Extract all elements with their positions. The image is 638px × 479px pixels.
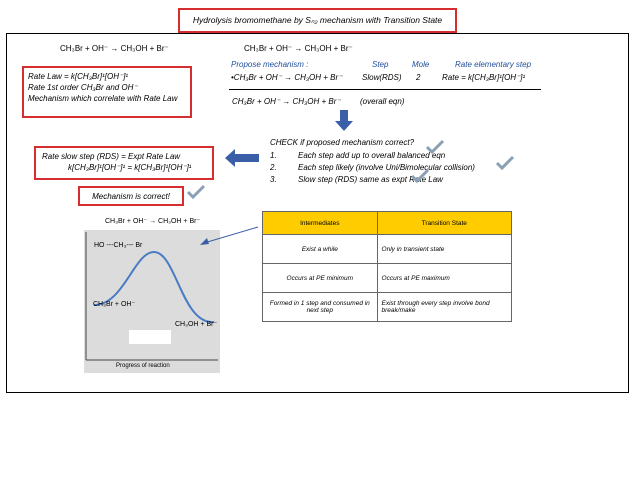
mechanism-step-type: Slow(RDS) xyxy=(362,73,402,82)
check-item: 1. Each step add up to overall balanced eqn xyxy=(270,151,446,160)
table-cell: Exist a while xyxy=(263,235,378,264)
rds-line2: k[CH₃Br]¹[OH⁻]¹ = k[CH₃Br]¹[OH⁻]¹ xyxy=(68,163,192,172)
transition-state-label: HO ---CH₃--- Br xyxy=(94,242,143,249)
conclusion-box xyxy=(78,186,184,206)
graph-xaxis-label: Progress of reaction xyxy=(116,363,170,369)
left-arrow-icon xyxy=(225,149,259,167)
checkmark-icon xyxy=(186,184,206,200)
rds-line1: Rate slow step (RDS) = Expt Rate Law xyxy=(42,152,181,161)
check-item: 3. Slow step (RDS) same as expt Rate Law xyxy=(270,175,443,184)
mechanism-step-mole: 2 xyxy=(416,73,421,82)
title-box xyxy=(178,8,457,33)
divider xyxy=(229,89,541,90)
products-label: CH₃OH + Br⁻ xyxy=(175,321,218,328)
checkmark-icon xyxy=(425,139,445,155)
table-cell: Only in transient state xyxy=(377,235,511,264)
table-cell: Exist through every step involve bond break/make xyxy=(377,293,511,322)
rate-law-line2: Rate 1st order CH₃Br and OH⁻ xyxy=(28,83,138,92)
propose-heading: Propose mechanism : xyxy=(231,60,309,69)
comparison-table xyxy=(262,211,512,322)
checkmark-icon xyxy=(410,168,430,184)
table-header-row xyxy=(263,212,512,235)
page-title: Hydrolysis bromomethane by Sₙ₂ mechanism with Transition State xyxy=(192,15,443,25)
graph-equation: CH₃Br + OH⁻ → CH₃OH + Br⁻ xyxy=(105,218,201,225)
mechanism-step-equation: •CH₃Br + OH⁻ → CH₃OH + Br⁻ xyxy=(231,73,343,82)
check-heading: CHECK if proposed mechanism correct? xyxy=(270,138,415,147)
mechanism-step-rate: Rate = k[CH₃Br]¹[OH⁻]¹ xyxy=(442,73,526,82)
col-rate: Rate elementary step xyxy=(455,60,532,69)
col-mole: Mole xyxy=(412,60,430,69)
overall-equation-right: CH₃Br + OH⁻ → CH₃OH + Br⁻ xyxy=(244,44,353,53)
table-row xyxy=(263,264,512,293)
reactants-label: CH₃Br + OH⁻ xyxy=(93,301,136,308)
checkmark-icon xyxy=(495,155,515,171)
col-step: Step xyxy=(372,60,389,69)
rds-box xyxy=(34,146,214,180)
pointer-arrow-icon xyxy=(198,225,260,247)
table-cell: Formed in 1 step and consumed in next step xyxy=(263,293,378,322)
check-item: 2. Each step likely (involve Uni/Bimolecular collision) xyxy=(270,163,475,172)
table-row xyxy=(263,235,512,264)
table-header: Transition State xyxy=(377,212,511,235)
conclusion-text: Mechanism is correct! xyxy=(92,191,170,201)
rate-law-line1: Rate Law = k[CH₃Br]¹[OH⁻]¹ xyxy=(28,72,129,81)
table-header: Intermediates xyxy=(263,212,378,235)
propose-overall-eq: CH₃Br + OH⁻ → CH₃OH + Br⁻ xyxy=(232,97,341,106)
check-list xyxy=(270,150,475,186)
propose-overall-label: (overall eqn) xyxy=(360,97,405,106)
down-arrow-icon xyxy=(335,110,353,132)
table-cell: Occurs at PE maximum xyxy=(377,264,511,293)
rate-law-line3: Mechanism which correlate with Rate Law xyxy=(28,94,178,103)
overall-equation-left: CH₃Br + OH⁻ → CH₃OH + Br⁻ xyxy=(60,44,169,53)
table-row xyxy=(263,293,512,322)
table-cell: Occurs at PE minimum xyxy=(263,264,378,293)
rate-law-box xyxy=(22,66,192,118)
